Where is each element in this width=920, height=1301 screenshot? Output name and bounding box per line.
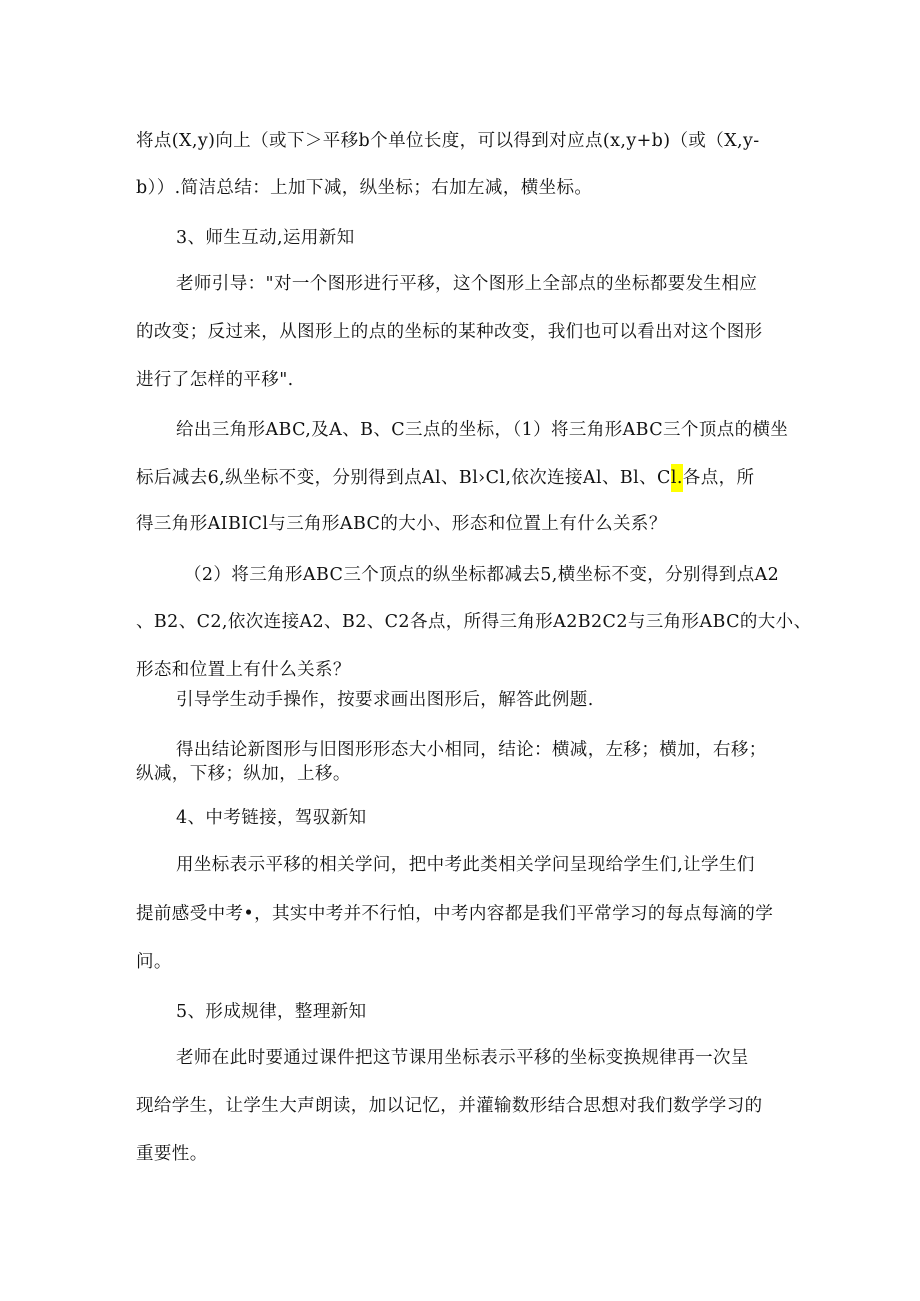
highlighted-text: l. [671,464,683,492]
text-line: 引导学生动手操作，按要求画出图形后，解答此例题. [176,690,594,710]
text-line: 、B2、C2,依次连接A2、B2、C2各点，所得三角形A2B2C2与三角形ABC的大小、 [136,612,812,632]
text-line [136,466,920,490]
text-line: 纵减，下移；纵加，上移。 [136,764,351,784]
text-line: b））.简洁总结：上加下减，纵坐标；右加左减，横坐标。 [136,178,593,198]
text-segment: 各点，所 [682,468,755,488]
text-line: 用坐标表示平移的相关学问，把中考此类相关学问呈现给学生们,让学生们 [176,855,755,875]
text-line: 重要性。 [136,1144,208,1164]
text-line: 得三角形AIBICl与三角形ABC的大小、形态和位置上有什么关系？ [136,514,667,534]
text-line: 现给学生，让学生大声朗读，加以记忆，并灌输数形结合思想对我们数学学习的 [136,1096,763,1116]
text-line: 将点(X,y)向上（或下＞平移b个单位长度，可以得到对应点(x,y+b)（或（X,y- [136,131,760,151]
text-line: 的改变；反过来，从图形上的点的坐标的某种改变，我们也可以看出对这个图形 [136,322,763,342]
text-line: 老师在此时要通过课件把这节课用坐标表示平移的坐标变换规律再一次呈 [176,1048,749,1068]
text-line: 给出三角形ABC,及A、B、C三点的坐标，（1）将三角形ABC三个顶点的横坐 [176,420,789,440]
section-heading: 4、中考链接，驾驭新知 [176,808,367,828]
section-heading: 3、师生互动,运用新知 [176,228,355,248]
text-line: 进行了怎样的平移". [136,370,294,390]
text-line: 老师引导："对一个图形进行平移，这个图形上全部点的坐标都要发生相应 [176,274,758,294]
section-heading: 5、形成规律，整理新知 [176,1002,367,1022]
text-line: 得出结论新图形与旧图形形态大小相同，结论：横减，左移；横加，右移； [176,740,767,760]
text-line: 形态和位置上有什么关系？ [136,660,351,680]
text-line: 提前感受中考•，其实中考并不行怕，中考内容都是我们平常学习的每点每滴的学 [136,904,774,924]
text-line: （2）将三角形ABC三个顶点的纵坐标都减去5,横坐标不变，分别得到点A2 [184,565,780,585]
text-segment: 标后减去6,纵坐标不变，分别得到点Al、Bl›Cl,依次连接Al、Bl、C [136,468,671,488]
text-line: 问。 [136,952,172,972]
